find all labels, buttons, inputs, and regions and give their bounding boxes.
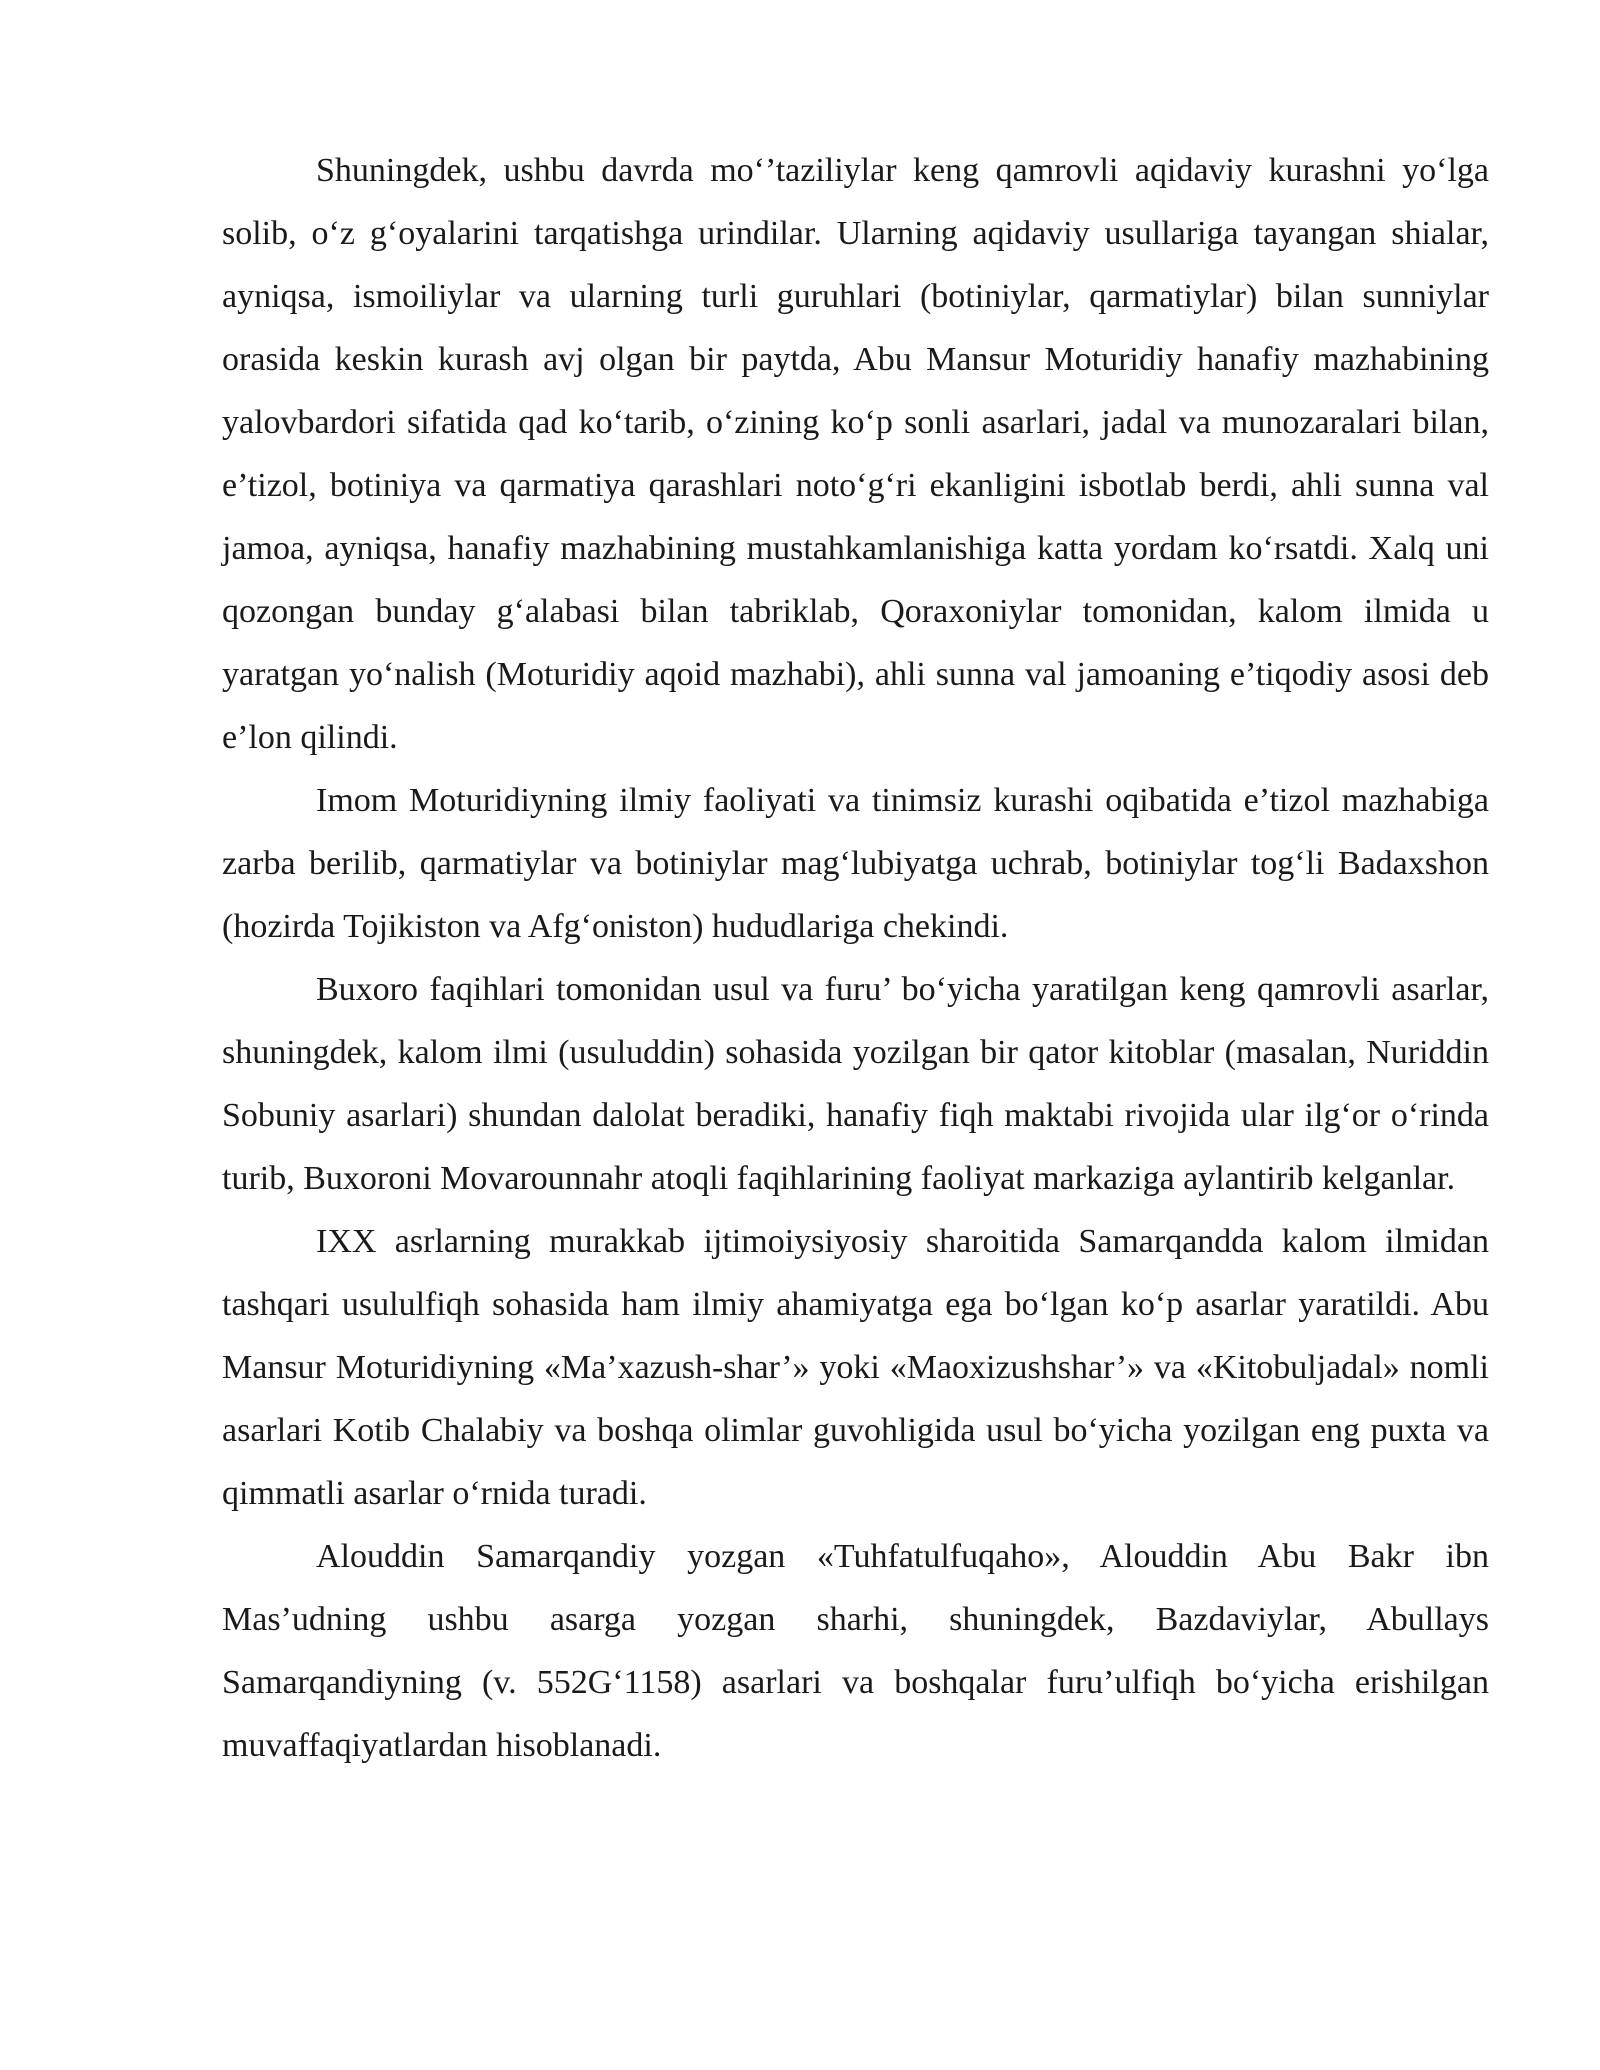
paragraph-1: Shuningdek, ushbu davrda mo‘’taziliylar keng qamrovli aqidaviy kurashni yo‘lga solib, o‘z g‘oyalarini tarqatishga urindilar. Ularning aqidaviy usullariga tayangan shialar, ayniqsa, ismoiliylar va ularning turli guruhlari (botiniylar, qarmatiylar) bilan sunniylar orasida keskin kurash avj olgan bir paytda, Abu Mansur Moturidiy hanafiy mazhabining yalovbardori sifatida qad ko‘tarib, o‘zining ko‘p sonli asarlari, jadal va munozaralari bilan, e’tizol, botiniya va qarmatiya qarashlari noto‘g‘ri ekanligini isbotlab berdi, ahli sunna val jamoa, ayniqsa, hanafiy mazhabining mustahkamlanishiga katta yordam ko‘rsatdi. Xalq uni qozongan bunday g‘alabasi bilan tabriklab, Qoraxoniylar tomonidan, kalom ilmida u yaratgan yo‘nalish (Moturidiy aqoid mazhabi), ahli sunna val jamoaning e’tiqodiy asosi deb e’lon qilindi. [222,152,1489,756]
paragraph-3: Buxoro faqihlari tomonidan usul va furu’ bo‘yicha yaratilgan keng qamrovli asarlar, shuningdek, kalom ilmi (usuluddin) sohasida yozilgan bir qator kitoblar (masalan, Nuriddin Sobuniy asarlari) shundan dalolat beradiki, hanafiy fiqh maktabi rivojida ular ilg‘or o‘rinda turib, Buxoroni Movarounnahr atoqli faqihlarining faoliyat markaziga aylantirib kelganlar. [222,971,1489,1197]
paragraph-5: Alouddin Samarqandiy yozgan «Tuhfatulfuqaho», Alouddin Abu Bakr ibn Mas’udning ushbu asarga yozgan sharhi, shuningdek, Bazdaviylar, Abullays Samarqandiyning (v. 552G‘1158) asarlari va boshqalar furu’ulfiqh bo‘yicha erishilgan muvaffaqiyatlardan hisoblanadi. [222,1538,1489,1764]
paragraph-4: IXX asrlarning murakkab ijtimoiysiyosiy sharoitida Samarqandda kalom ilmidan tashqari usululfiqh sohasida ham ilmiy ahamiyatga ega bo‘lgan ko‘p asarlar yaratildi. Abu Mansur Moturidiyning «Ma’xazush-shar’» yoki «Maoxizushshar’» va «Kitobuljadal» nomli asarlari Kotib Chalabiy va boshqa olimlar guvohligida usul bo‘yicha yozilgan eng puxta va qimmatli asarlar o‘rnida turadi. [222,1223,1489,1512]
document-body [222,139,1489,1777]
paragraph-2: Imom Moturidiyning ilmiy faoliyati va tinimsiz kurashi oqibatida e’tizol mazhabiga zarba berilib, qarmatiylar va botiniylar mag‘lubiyatga uchrab, botiniylar tog‘li Badaxshon (hozirda Tojikiston va Afg‘oniston) hududlariga chekindi. [222,782,1489,945]
